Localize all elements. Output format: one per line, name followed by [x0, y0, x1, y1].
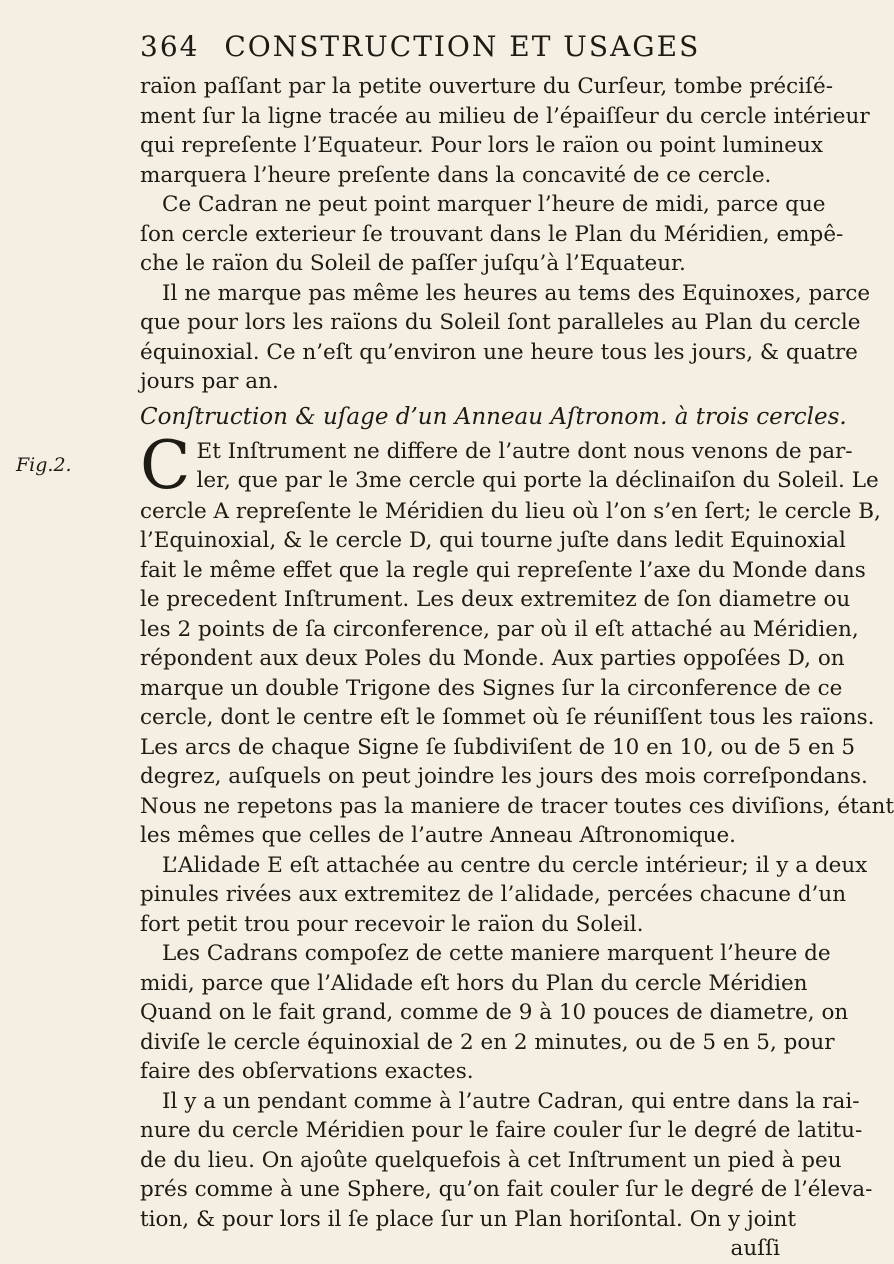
- text-line: fait le même effet que la regle qui repreſente l’axe du Monde dans: [140, 557, 866, 583]
- text-line: le precedent Inſtrument. Les deux extremitez de ſon diametre ou: [140, 587, 851, 612]
- text-line: cercle A repreſente le Méridien du lieu où l’on s’en ſert; le cercle B,: [140, 498, 881, 524]
- text-line: équinoxial. Ce n’eſt qu’environ une heure tous les jours, & quatre: [140, 339, 858, 365]
- text-line: ſon cercle exterieur ſe trouvant dans le Plan du Méridien, empê-: [140, 221, 844, 247]
- section-heading: Conſtruction & uſage d’un Anneau Aſtronom. à trois cercles.: [140, 403, 847, 430]
- text-line: que pour lors les raïons du Soleil ſont paralleles au Plan du cercle: [140, 310, 861, 335]
- text-line: Nous ne repetons pas la maniere de tracer toutes ces diviſions, étant: [140, 793, 894, 819]
- page-header: [140, 30, 701, 70]
- text-line: ler, que par le 3me cercle qui porte la déclinaiſon du Soleil. Le: [196, 468, 879, 493]
- paragraph-7: [140, 1087, 873, 1264]
- text-line: Quand on le fait grand, comme de 9 à 10 pouces de diametre, on: [140, 1000, 849, 1025]
- body-text: [140, 72, 894, 1264]
- text-line: les mêmes que celles de l’autre Anneau Aſtronomique.: [140, 823, 737, 848]
- paragraph-6: [140, 939, 849, 1087]
- catchword: auſſi: [730, 1236, 780, 1261]
- text-line: ment ſur la ligne tracée au milieu de l’épaiſſeur du cercle intérieur: [140, 103, 870, 129]
- text-line: Il y a un pendant comme à l’autre Cadran, qui entre dans la rai-: [162, 1088, 860, 1114]
- text-line: midi, parce que l’Alidade eſt hors du Plan du cercle Méridien: [140, 970, 808, 996]
- text-line: Il ne marque pas même les heures au tems des Equinoxes, parce: [162, 280, 871, 306]
- text-line: répondent aux deux Poles du Monde. Aux parties oppoſées D, on: [140, 646, 845, 671]
- text-line: che le raïon du Soleil de paſſer juſqu’à l’Equateur.: [140, 251, 686, 276]
- text-line: Les arcs de chaque Signe ſe ſubdiviſent de 10 en 10, ou de 5 en 5: [140, 734, 856, 760]
- drop-cap: C: [140, 426, 191, 504]
- text-line: qui repreſente l’Equateur. Pour lors le raïon ou point lumineux: [140, 133, 823, 158]
- text-line: L’Alidade E eſt attachée au centre du cercle intérieur; il y a deux: [162, 852, 868, 878]
- paragraph-5: [140, 851, 868, 940]
- page-number: 364: [140, 30, 200, 63]
- text-line: cercle, dont le centre eſt le ſommet où ſe réuniſſent tous les raïons.: [140, 705, 875, 730]
- text-line: raïon paſſant par la petite ouverture du Curſeur, tombe préciſé-: [140, 74, 833, 99]
- text-line: tion, & pour lors il ſe place ſur un Plan horiſontal. On y joint: [140, 1206, 796, 1232]
- text-line: jours par an.: [140, 369, 279, 394]
- paragraph-4: [140, 426, 894, 851]
- text-line: marquera l’heure preſente dans la concavité de ce cercle.: [140, 162, 772, 188]
- running-title: CONSTRUCTION ET USAGES: [224, 30, 701, 63]
- paragraph-2: [140, 190, 844, 279]
- text-line: nure du cercle Méridien pour le faire couler ſur le degré de latitu-: [140, 1118, 863, 1143]
- text-line: marque un double Trigone des Signes ſur la circonference de ce: [140, 675, 843, 701]
- text-line: faire des obſervations exactes.: [140, 1059, 474, 1084]
- figure-margin-note: Fig.2.: [16, 454, 72, 476]
- text-line: degrez, auſquels on peut joindre les jours des mois correſpondans.: [140, 764, 868, 789]
- text-line: Et Inſtrument ne differe de l’autre dont nous venons de par-: [196, 438, 853, 464]
- paragraph-3: [140, 279, 871, 397]
- text-line: Les Cadrans compoſez de cette maniere marquent l’heure de: [162, 941, 831, 966]
- paragraph-1: [140, 72, 870, 190]
- text-line: Ce Cadran ne peut point marquer l’heure de midi, parce que: [162, 192, 826, 217]
- text-line: l’Equinoxial, & le cercle D, qui tourne juſte dans ledit Equinoxial: [140, 528, 846, 553]
- text-line: pinules rivées aux extremitez de l’alidade, percées chacune d’un: [140, 882, 847, 907]
- text-line: fort petit trou pour recevoir le raïon du Soleil.: [140, 911, 644, 937]
- text-line: de du lieu. On ajoûte quelquefois à cet Inſtrument un pied à peu: [140, 1147, 842, 1173]
- text-line: diviſe le cercle équinoxial de 2 en 2 minutes, ou de 5 en 5, pour: [140, 1029, 835, 1055]
- text-line: prés comme à une Sphere, qu’on fait couler ſur le degré de l’éleva-: [140, 1177, 873, 1202]
- text-line: les 2 points de ſa circonference, par où il eſt attaché au Méridien,: [140, 616, 859, 642]
